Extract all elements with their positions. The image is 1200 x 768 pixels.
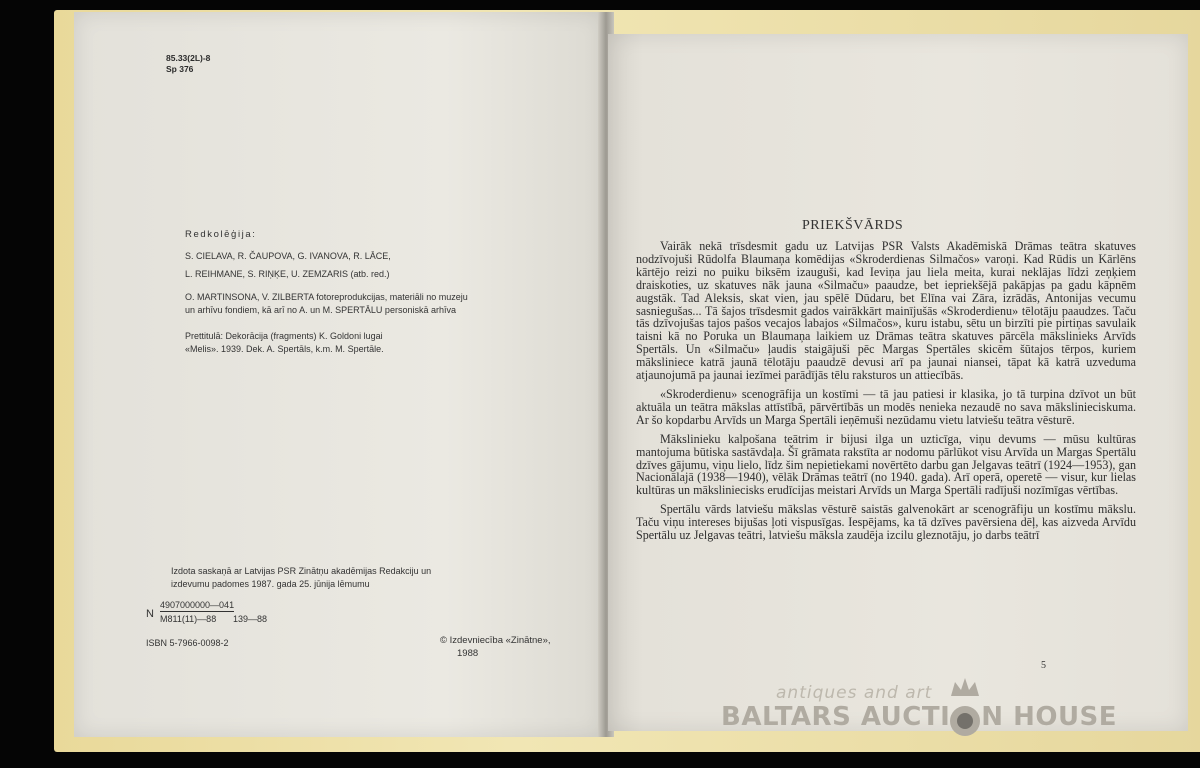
crown-logo-icon bbox=[946, 670, 984, 742]
editorial-line: S. CIELAVA, R. ČAUPOVA, G. IVANOVA, R. LĀCE, bbox=[185, 251, 391, 261]
editorial-board-label: Redkolēģija: bbox=[185, 229, 257, 240]
approval-line: Izdota saskaņā ar Latvijas PSR Zinātņu akadēmijas Redakciju un bbox=[171, 566, 432, 576]
foreword-text bbox=[636, 240, 1136, 548]
bbk-code: 85.33(2L)-8 bbox=[166, 53, 211, 63]
author-mark: Sp 376 bbox=[166, 64, 194, 74]
note-line: Prettitulā: Dekorācija (fragments) K. Goldoni lugai bbox=[185, 331, 383, 341]
left-page bbox=[74, 12, 604, 737]
watermark-tagline: antiques and art bbox=[776, 683, 933, 703]
publication-approval bbox=[171, 565, 431, 591]
paragraph: Vairāk nekā trīsdesmit gadu uz Latvijas PSR Valsts Akadēmiskā Drāmas teātra skatuves nodzīvojuši Rūdolfa Blaumaņa komēdijas «Skroderdienas Silmačos» varoņi. Kad Rūdis un Kārlēns kārtējo reizi no puiku biksēm izauguši, kad Ieviņa jau liela meita, kurai neklājas līdzi zeņķiem draiskoties, uz skatuves nāk jauna «Silmaču» paaudze, bet iepriekšējā pakāpjas pa gadu kāpnēm augstāk. Tad Aleksis, skat vien, jau spēlē Dūdaru, bet Elīna vai Zāra, izrādās, Antonijas vecumu sasniegušas... Tā šajos trīsdesmit gados vairākkārt mainījušās «Skroderdienu» tēlotāju paaudzes. Taču tās dzīvojušas tajos pašos vecajos labajos «Silmačos», kuru istabu, sētu un birzīti pie pirtiņas savulaik taisni kā no Poruka un Blaumaņa laikiem uz Drāmas teātra skatuves pārcēla mākslinieks Arvīds Spertāls. Un «Silmaču» ļaudis staigājuši pēc Margas Spertāles skicēm šūtajos tērpos, kuriem māksliniece katrā jaunā tēlotāju paaudzē devusi arī pa jaunai niansei, tāpat kā katrā uzveduma atjaunojumā pa jaunai iezīmei parādījās tēlu raksturos un attiecībās. bbox=[636, 239, 1136, 383]
watermark-brand-start: BALTARS AUCTI bbox=[721, 702, 951, 732]
copyright bbox=[440, 634, 551, 660]
credit-line: un arhīvu fondiem, kā arī no A. un M. SPERTĀLU personiskā arhīva bbox=[185, 305, 456, 315]
note-line: «Melis». 1939. Dek. A. Spertāls, k.m. M. Spertāle. bbox=[185, 344, 384, 354]
paragraph: «Skroderdienu» scenogrāfija un kostīmi — tā jau patiesi ir klasika, jo tā turpina dzīvot un būt aktuāla un teātra mākslas attīstībā, pārvērtībās un modēs nenieka nezaudē no sava mākslinieciskuma. Ar šo kopdarbu Arvīds un Marga Spertāli ieņēmuši nezūdamu vietu latviešu teātra vēsturē. bbox=[636, 386, 1136, 427]
paragraph: Spertālu vārds latviešu mākslas vēsturē saistās galvenokārt ar scenogrāfiju un kostīmu mākslu. Taču viņu intereses bijušas ļoti vispusīgas. Iespējams, ka tā dzīves pavērsiena dēļ, kas aizveda Arvīdu Spertālu uz Jelgavas teātri, latviešu māksla zaudēja izcilu gleznotāju, jo darbs teātrī bbox=[636, 502, 1136, 543]
reproduction-credit bbox=[185, 291, 468, 317]
copyright-year: 1988 bbox=[457, 648, 479, 659]
editorial-line: L. REIHMANE, S. RIŅĶE, U. ZEMZARIS (atb. red.) bbox=[185, 269, 390, 279]
catalog-suffix: 139—88 bbox=[233, 614, 268, 624]
isbn: ISBN 5-7966-0098-2 bbox=[146, 638, 229, 648]
editorial-board-names bbox=[185, 247, 391, 283]
copyright-publisher: © Izdevniecība «Zinātne», bbox=[440, 635, 551, 646]
catalog-numerator: 4907000000—041 bbox=[160, 600, 235, 610]
right-page bbox=[608, 34, 1188, 731]
credit-line: O. MARTINSONA, V. ZILBERTA fotoreprodukcijas, materiāli no muzeju bbox=[185, 292, 468, 302]
classification-code bbox=[166, 53, 210, 75]
watermark-brand bbox=[721, 702, 1117, 732]
page-number: 5 bbox=[1041, 660, 1046, 671]
catalog-number bbox=[146, 600, 346, 630]
frontispiece-note bbox=[185, 330, 384, 356]
catalog-denominator: M811(11)—88 bbox=[160, 614, 217, 624]
watermark-brand-end: N HOUSE bbox=[981, 702, 1118, 732]
paragraph: Mākslinieku kalpošana teātrim ir bijusi ilga un uzticīga, viņu devums — mūsu kultūras mantojuma būtiska sastāvdaļa. Šī grāmata rakstīta ar nodomu pārlūkot visu Arvīda un Margas Spertālu dzīves gājumu, viņu lielo, līdz šim nepietiekami novērtēto darbu gan Jelgavas teātrī (1924—1953), gan Nacionālajā (1938—1940), vēlāk Drāmas teātrī (no 1940. gada). Arī operā, operetē — visur, kur lielas kultūras un māksliniecisks erudīcijas meistari Arvīds un Marga Spertāli radījuši nozīmīgas vērtības. bbox=[636, 431, 1136, 498]
catalog-letter: N bbox=[146, 608, 154, 620]
page-title: PRIEKŠVĀRDS bbox=[802, 218, 904, 233]
approval-line: izdevumu padomes 1987. gada 25. jūnija lēmumu bbox=[171, 579, 370, 589]
